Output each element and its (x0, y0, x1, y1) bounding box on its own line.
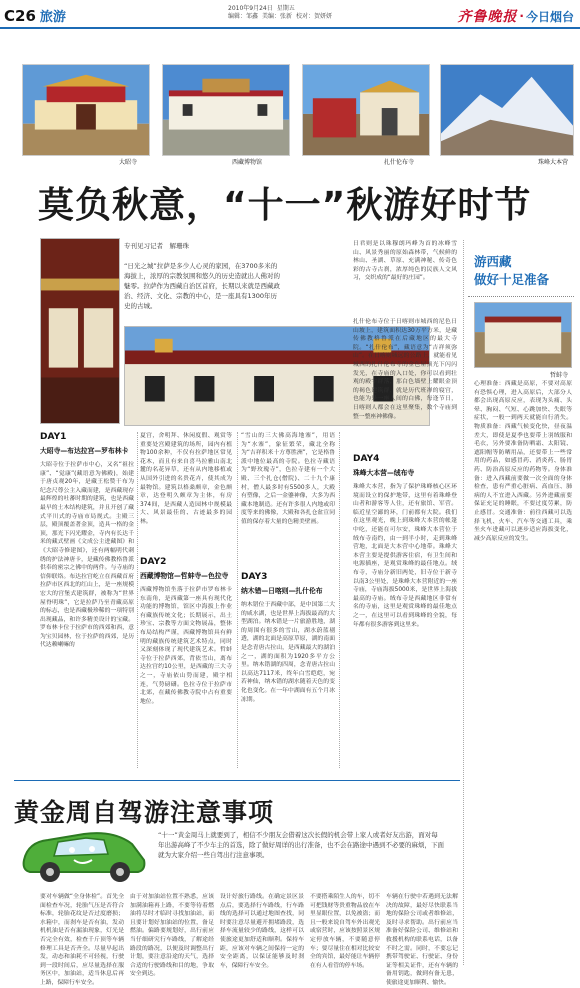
brand-edition: 今日烟台 (525, 9, 574, 24)
article2-headline: 黄金周自驾游注意事项 (14, 798, 275, 827)
brand-name: 齐鲁晚报 (457, 9, 518, 25)
editor-credit: 编辑：邹鑫 (228, 13, 259, 20)
header-meta (228, 5, 336, 21)
article1-col3-body: “雪山的三大佛高海地寨”，用语为“水寨”，象征繁荣，藏北全称为“吉祥积米十方尊胜洲”，它是格鲁派中地位最高的寺院。色拉寺藏语为“野玫瑰寺”，色拉寺建有一个大殿、三个扎仓(僧院)、二十九个康村，僧人最多时有5500多人，大殿有塑像，之后一金鎏神像，大多为西藏本地制造。还有许多很人内地或印度等来的佛像，大殿和各扎仓盆宣同值的保存着大量的色精美壁画。 (241, 433, 335, 525)
article2-intro: “十一”黄金周马上就要到了，相信不少朋友会借着这次长假的机会带上家人或者好友出游，面对每年出游高峰了不少车主的首选，除了做好周详的出行准备，也不会在路途中遇到不必要的麻烦，下面就为大家介绍一些自驾出行注意事项。 (158, 831, 444, 859)
article1-intro: “日光之城”拉萨是多少人心灵的家园，在3700多米的海拔上，浓厚的宗教氛围和悠久的历史造就出人佛对的魅零。拉萨作为西藏自治区首府，长期以来就是西藏政治、经济、文化、宗教的中心，是一座具有1300年历史的古城。 (124, 262, 280, 310)
photo-caption-jokhang: 大昭寺 (119, 159, 138, 166)
day4-subtitle: 珠峰大本营—绒布寺 (353, 469, 415, 477)
sidebar-rule (468, 296, 574, 297)
day4-label: DAY4 (353, 454, 380, 464)
art-credit: 美编：张新 (262, 13, 293, 20)
column-divider (339, 432, 340, 768)
article2-col2: 由于对加油站位置不熟悉，应该加满油箱再上路，不要等待着燃油将尽时才临时寻找加油站，而且要计划好加油站的位置，备足燃油。偏路要规划好，出行前应当仔细研究行车路线，了解途经路段的路况，以便及时调整出行计划，要注意沿途的天气，选择合适的行驶路线和目的地，争取安全到达。 (130, 894, 214, 978)
column-divider (137, 432, 138, 768)
article1-byline: 专刊见习记者 解珊珠 (124, 242, 189, 250)
brand-dot: · (519, 9, 524, 23)
header-rule (0, 27, 580, 29)
brand (457, 6, 574, 26)
photo-caption-tashilhunpo: 扎什伦布寺 (384, 159, 415, 166)
article1-col2-body: 夏宫，舍明拜、休闲度假、观赏等重要处宫殿建筑的场所，园内有植物100余种，不仅有拉萨地区常见花木，而且有来自喜马拉雅山南北麓的名花异草，还有从内地移植或从国外引进的名贵花卉，使其成为最物馆。建筑以格桑颇章，金色颇章，达登明久颇章为主体，有房374间，是西藏人造园林中规模最大、风景最佳的、古迹最多的园林。 (140, 433, 232, 525)
photo-temple-left (40, 238, 120, 424)
article2-col3: 设计好旅行路线。在确定景区景点后，要选择行车路线，行车路线的选择可以通过地图查找，同时要注意尽量避开拥堵路段，选择车流量较少的路线，这样可以使旅途更加舒适和顺利。保持车距，应该对车辆之间保持一定的安全距离，以保证能够及时刹车，保障行车安全。 (220, 894, 304, 969)
article2-col5: 车辆在行驶中若遇到无法解决的故障，最好尽快联系当地的保险公司或者维修站，及时寻求帮助。出行前应当准备好保险公司、维修站和救援机构的联系电话，以备不时之需。同时，不要忘记携带驾驶证、行驶证、身份证等相关证件，还有车辆的备用钥匙，做到有备无患，使旅途更加顺利、愉快。 (386, 894, 458, 986)
article2-rule (14, 780, 460, 781)
article1-tashilhunpo-text: 扎什伦布寺位于日喀则市城西的尼色日山坡上，建筑面积达30万平方米，是藏传佛教格鲁派在后藏地区的最大寺院。“扎什伦布”，藏语意为“吉祥须弥山”。在日喀则城远的公路上，就能看见城西的扎什伦布寺的金色屋顶光下闪闪发光，在寺庙的入口处，你可以看到壮观的殿宇群落，那白色墙壁上耀眼金顶的褐色建筑群，就是历代班禅的寝宫，也能为是一座人间的白佛，每逢节日，日喀则人都会在这里聚集，数个寺庙到整一整座神佛像。 (353, 319, 457, 420)
day1-subtitle: 大昭寺—布达拉宫—罗布林卡 (40, 447, 129, 455)
day4-block (353, 454, 414, 477)
day2-block (140, 557, 228, 580)
section-name: 旅游 (39, 10, 66, 25)
photo-jokhang (22, 64, 150, 156)
page-header-left (4, 6, 66, 25)
photo-caption-museum: 西藏博物馆 (232, 159, 263, 166)
sidebar-divider (463, 240, 464, 965)
sidebar-title-line2: 做好十足准备 (474, 272, 550, 287)
day1-label: DAY1 (40, 432, 67, 442)
proof-credit: 校对：贺妍妍 (296, 13, 333, 20)
day3-body: 纳木错位于西藏中部，是中国第二大的咸水湖，也是世界上海拔最高的大型湖泊。纳木错是一片旅游胜地，湖的周围有很多的雪山，湖水蔚蓝剔透，湖的北面是高原草原，湖的南面是念青唐古拉山，是西藏最大的湖泊之一，湖的面积为1920多平方公里。纳木错湖的四周，念青唐古拉山以高达7117米，终年白雪皑皑，宛若神仙，纳木错的湖水随着天色的变化也变化。在一年中湖面有五个月冰冻期。 (241, 602, 335, 703)
day1-block (40, 432, 128, 455)
car-illustration (14, 820, 152, 886)
sidebar-title (474, 253, 549, 289)
day3-label: DAY3 (241, 572, 268, 582)
day3-subtitle: 纳木错—日喀则—扎什伦布 (241, 587, 323, 595)
article1-headline: 莫负秋意，“十一”秋游好时节 (38, 185, 532, 226)
day2-subtitle: 西藏博物馆—哲蚌寺—色拉寺 (140, 572, 229, 580)
sidebar-body: 心理准备：西藏是高原，不要对高原有恐惧心理，进入高原后，大部分人都会出现高原反应，表现为头痛、头晕、胸闷、气短、心跳加快、失眠等症状，一般一到两天就能自行消失。物质准备：西藏气候变化快，昼夜温差大，即使是夏季也要带上羽绒服和毛衣，另外要准备防晒霜、太阳镜、遮阳帽等防晒用品，还要带上一些常用的药品，如感冒药、消炎药、肠胃药、防治高原反应的药物等。身体准备：进入西藏前要做一次全面的身体检查，患有严重心脏病、高血压、肺病的人不宜进入西藏。另外进藏前要保证充足的睡眠，不要过度劳累，防止感冒。交通准备：前往西藏可以选择飞机、火车、汽车等交通工具，乘坐火车进藏可以逐步适应海拔变化，减少高原反应的发生。 (474, 381, 572, 542)
day3-block (241, 572, 323, 595)
issue-weekday: 星期五 (276, 5, 295, 12)
photo-tibet-museum (162, 64, 290, 156)
day4-body: 珠峰大本营，指为了保护珠峰核心区环境而设立的保护地带，这里有着珠峰登山者和游客等人住，还有旅馆、军营。临近星空鄙的环，门前都有大院。我们在这里观光，晚上到珠峰大本营的帐篷中吃，还能在可尔安，珠峰大本营位于绒布寺南约，由一到半小时，走到珠峰营地，北面是大本营中心地带。珠峰大本营主要是提供游客住宿，有卫生间和电源插座，是观赏珠峰的最佳地点。绒布寺，寺庙分新旧两处，旧寺位于新寺以南3公里处，是珠峰大本营附近的一座寺庙，寺庙海拔5000米，是世界上海拔最高的寺庙。绒布寺是西藏地区非常有名的寺庙，这里是观赏珠峰的最佳地点之一，在这里可以看到珠峰的全貌，每年都有很多游客到这里来。 (353, 484, 457, 628)
article2-col4: 不要搭乘陌生人的车，切不可把钱财等贵重物品放在车里显眼位置，以免被盗；而且一般来说自驾车外出观光或宿营时，应该按照景区规定停放车辆，不要随意停车；要尽量住在相对比较安全的宾馆，最好能让车辆停在有人看管的停车场。 (310, 894, 380, 969)
photo-drepung (474, 302, 572, 368)
photo-everest-basecamp (440, 64, 574, 156)
day2-label: DAY2 (140, 557, 167, 567)
day1-body: 大昭寺位于拉萨市中心，又名“祖拉康”、“觉康”(藏语意为佛殿)，始建于唐贞观20年，是藏王松赞干布为纪念尺尊公主入藏而建，是西藏现存最辉煌的吐蕃时期的建筑，也是西藏最早的土木结构建筑，并且开创了藏式平川式的寺庙市局规式。主殿三层，殿顶覆盖著金顶，造具一格的金顶，那光下闪光耀金，寺内有长达千米的藏式壁画《文成公主进藏图》和《大昭寺修建图》，还有两幅明代刺绣的护法神唐卡，是藏传佛教格鲁派供奉的密宗之佛中的两件。与寺庙的信仰联络。布达拉宫屹立在西藏首府拉萨市区西北的红山上，是一座规模宏大的宫堡式建筑群，被称为“世界屋脊明珠”，它是拉萨乃至青藏高原的标志，也是西藏极珍稀的一项特别出现藏品，和许多精美设计的宝藏。罗布林卡位于拉萨市的西郊和西，意为宝贝园林，位于拉萨的西郊，是历代达赖喇嘛的 (40, 462, 134, 649)
column-divider (237, 432, 238, 768)
photo-caption-everest: 珠峰大本营 (538, 159, 569, 166)
page-number: C26 (4, 6, 36, 25)
photo-tashilhunpo (302, 64, 430, 156)
article1-intro-right: 日君则是以珠穆朗玛峰为首的冰峰雪山、风景秀丽的原始森林带，气候鲜的林山、圣湖、草原、充满神秘、传奇色彩的古寺古刹，浓厚纯色的民族人文风习，交织成的“最好的庄园”。 (353, 241, 457, 282)
issue-date: 2010年9月24日 (228, 5, 273, 12)
sidebar-photo-caption: 哲蚌寺 (550, 372, 569, 379)
day2-body: 西藏博物馆坐落于拉萨市罗布林卡东南角，是西藏第一座具有现代化功能的博物馆，馆区中海拔上作业有藏族传统文化；长期展示，出土珍宝、宗教等方面文物展品，整体布局结构严谨，西藏博物馆具有鲜明的藏族传统建筑艺术特点，同时又深刻体现了现代建筑艺术。哲蚌寺位于拉萨西郊，背依雪山，离布达拉宫约10公里，是西藏的三大寺之一，寺庙依山势而建，殿宇相连，气势磅礴。色拉寺位于拉萨市北郊，在藏传佛教寺院中占有重要地位。 (140, 587, 232, 705)
sidebar-title-line1: 游西藏 (474, 254, 512, 269)
article2-col1: 要对车辆做“全身体检”。首先全面检查车况，轮胎气压是否符合标准，轮胎花纹是否过度磨损；水箱中，而刹车是否有油，发动机机油是否有漏油现象，灯光是否完全有效，检查千斤顶等车辆修理工具是否齐全。尽量早起出发，动态和油耗不可轻视，行驶到一段时间后，应尽量选择在服务区中，加油站，适当休息后再上路，保障行车安全。 (40, 894, 124, 986)
